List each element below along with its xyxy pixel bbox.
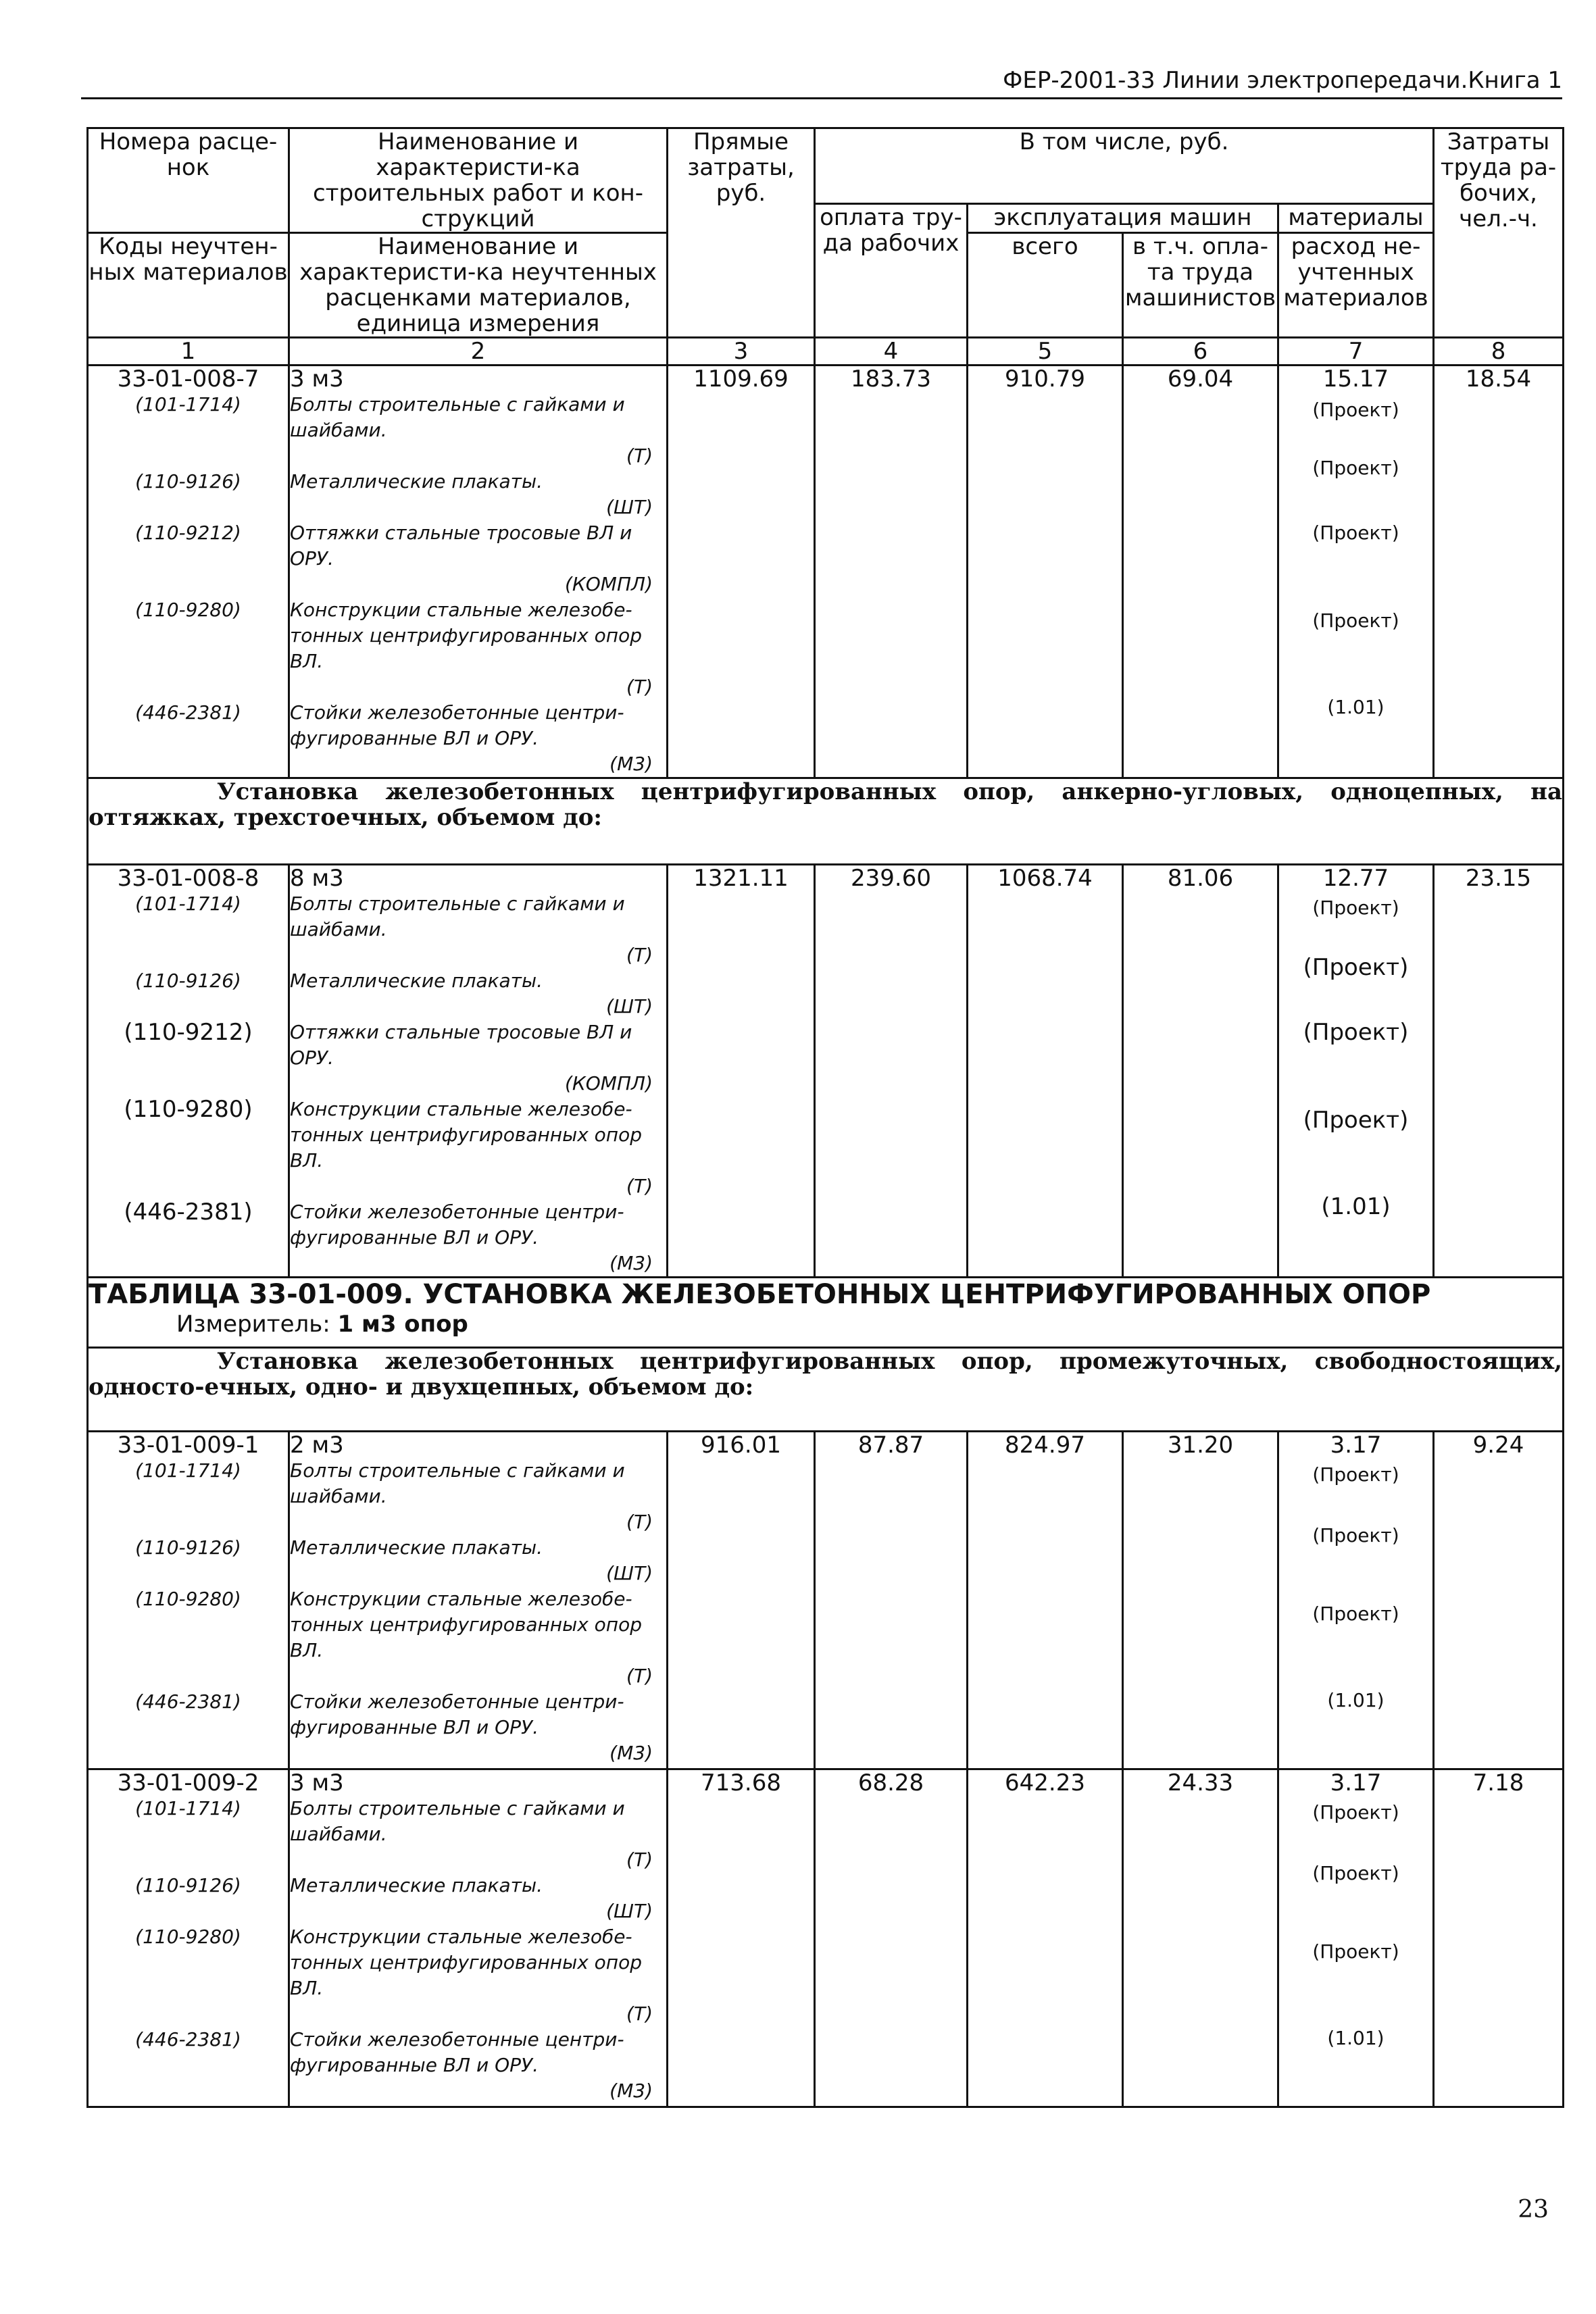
labor-pay-value: 87.87 — [815, 1432, 968, 1769]
material-name: Металлические плакаты. — [290, 970, 543, 992]
material-unit: (Т) — [626, 445, 653, 467]
rate-row — [88, 1432, 1564, 1769]
column-number: 7 — [1278, 338, 1434, 366]
material-quantity: (1.01) — [1327, 696, 1385, 718]
labor-hours-value: 23.15 — [1434, 865, 1564, 1278]
materials-cell — [1278, 1432, 1434, 1769]
materials-cell — [1278, 1769, 1434, 2107]
material-quantity: (Проект) — [1312, 1603, 1399, 1625]
material-name: Оттяжки стальные тросовые ВЛ и ОРУ. — [290, 1021, 632, 1069]
labor-pay-value: 68.28 — [815, 1769, 968, 2107]
rate-code-cell — [88, 1769, 289, 2107]
column-number: 6 — [1123, 338, 1278, 366]
header-including: В том числе, руб. — [815, 128, 1434, 204]
material-name: Металлические плакаты. — [290, 1874, 543, 1896]
column-number: 3 — [668, 338, 815, 366]
material-quantity: (Проект) — [1312, 1463, 1399, 1486]
direct-costs-value: 916.01 — [668, 1432, 815, 1769]
material-name: Болты строительные с гайками и шайбами. — [290, 393, 625, 441]
rate-code-cell — [88, 366, 289, 778]
direct-costs-value: 1109.69 — [668, 366, 815, 778]
header-direct-costs: Прямые затраты, руб. — [668, 128, 815, 338]
material-code: (110-9126) — [135, 1536, 241, 1559]
column-number: 5 — [968, 338, 1123, 366]
material-name: Конструкции стальные железобе-тонных центрифугированных опор ВЛ. — [290, 1588, 643, 1661]
page-number: 23 — [1518, 2196, 1549, 2223]
column-number-row — [88, 338, 1564, 366]
material-quantity: (1.01) — [1327, 1689, 1385, 1711]
material-code: (446-2381) — [135, 2028, 241, 2051]
materials-cell — [1278, 865, 1434, 1278]
rate-code-cell — [88, 865, 289, 1278]
section-subtitle-row — [88, 1348, 1564, 1432]
material-quantity: (Проект) — [1312, 897, 1399, 919]
rate-name-cell — [289, 1769, 668, 2107]
material-code: (110-9212) — [124, 1019, 253, 1046]
material-name: Стойки железобетонные центри-фугированные ВЛ и ОРУ. — [290, 1690, 624, 1738]
machinist-pay-value: 81.06 — [1123, 865, 1278, 1278]
material-code: (110-9280) — [124, 1096, 253, 1123]
rate-code: 33-01-009-1 — [117, 1432, 259, 1459]
rate-unit: 8 м3 — [290, 865, 344, 892]
material-unit: (Т) — [626, 2003, 653, 2025]
labor-hours-value: 7.18 — [1434, 1769, 1564, 2107]
material-quantity: (Проект) — [1312, 399, 1399, 421]
machines-total-value: 824.97 — [968, 1432, 1123, 1769]
header-labor-hours: Затраты труда ра-бочих, чел.-ч. — [1434, 128, 1564, 338]
column-number: 8 — [1434, 338, 1564, 366]
material-unit: (М3) — [609, 753, 653, 775]
machines-total-value: 642.23 — [968, 1769, 1123, 2107]
material-unit: (ШТ) — [606, 995, 653, 1017]
rate-code: 33-01-008-7 — [117, 366, 259, 393]
material-name: Стойки железобетонные центри-фугированные ВЛ и ОРУ. — [290, 2028, 624, 2076]
materials-cell — [1278, 366, 1434, 778]
machines-total-value: 910.79 — [968, 366, 1123, 778]
rate-code-cell — [88, 1432, 289, 1769]
material-quantity: (Проект) — [1312, 1940, 1399, 1963]
material-unit: (Т) — [626, 1848, 653, 1871]
material-unit: (ШТ) — [606, 1562, 653, 1584]
material-code: (446-2381) — [135, 1690, 241, 1713]
rate-unit: 3 м3 — [290, 366, 344, 393]
material-unit: (КОМПЛ) — [564, 1072, 653, 1095]
header-machinist-pay: в т.ч. опла-та труда машинистов — [1123, 233, 1278, 338]
material-unit: (М3) — [609, 1252, 653, 1274]
labor-pay-value: 239.60 — [815, 865, 968, 1278]
rate-name-cell — [289, 366, 668, 778]
header-material-names: Наименование и характеристи-ка неучтенных расценками материалов, единица измерения — [289, 233, 668, 338]
material-name: Стойки железобетонные центри-фугированные ВЛ и ОРУ. — [290, 701, 624, 749]
table-title-cell — [88, 1278, 1564, 1348]
header-machine-operation: эксплуатация машин — [968, 204, 1278, 233]
machines-total-value: 1068.74 — [968, 865, 1123, 1278]
material-name: Болты строительные с гайками и шайбами. — [290, 892, 625, 940]
rate-row — [88, 366, 1564, 778]
rate-row — [88, 1769, 1564, 2107]
material-name: Болты строительные с гайками и шайбами. — [290, 1459, 625, 1507]
header-work-name: Наименование и характеристи-ка строительных работ и кон-струкций — [289, 128, 668, 233]
header-unaccounted-materials: расход не-учтенных материалов — [1278, 233, 1434, 338]
header-rate-numbers: Номера расце-нок — [88, 128, 289, 233]
material-code: (110-9280) — [135, 599, 241, 621]
material-code: (110-9212) — [135, 522, 241, 544]
table-title: ТАБЛИЦА 33-01-009. УСТАНОВКА ЖЕЛЕЗОБЕТОННЫХ ЦЕНТРИФУГИРОВАННЫХ ОПОР — [89, 1279, 1431, 1310]
material-quantity: (Проект) — [1312, 457, 1399, 479]
labor-hours-value: 18.54 — [1434, 366, 1564, 778]
measure-value: 1 м3 опор — [337, 1311, 468, 1338]
material-quantity: (1.01) — [1327, 2027, 1385, 2049]
direct-costs-value: 1321.11 — [668, 865, 815, 1278]
material-code: (110-9126) — [135, 970, 241, 992]
material-unit: (Т) — [626, 1665, 653, 1687]
material-unit: (Т) — [626, 944, 653, 966]
table-measure — [89, 1311, 1562, 1338]
material-code: (110-9280) — [135, 1926, 241, 1948]
material-code: (101-1714) — [135, 393, 241, 416]
machinist-pay-value: 69.04 — [1123, 366, 1278, 778]
section-subtitle-row — [88, 778, 1564, 865]
material-unit: (М3) — [609, 2080, 653, 2102]
rate-unit: 3 м3 — [290, 1769, 344, 1796]
rates-table — [86, 127, 1564, 2108]
material-quantity: (Проект) — [1312, 1524, 1399, 1546]
machinist-pay-value: 31.20 — [1123, 1432, 1278, 1769]
material-code: (110-9126) — [135, 470, 241, 493]
section-subtitle: Установка железобетонных центрифугированных опор, анкерно-угловых, одноцепных, на оттяжках, трехстоечных, объемом до: — [88, 778, 1564, 865]
materials-value: 3.17 — [1330, 1769, 1382, 1796]
rate-code: 33-01-009-2 — [117, 1769, 259, 1796]
material-quantity: (Проект) — [1312, 1801, 1399, 1823]
material-quantity: (1.01) — [1321, 1193, 1391, 1220]
table-title-row — [88, 1278, 1564, 1348]
material-quantity: (Проект) — [1303, 1107, 1409, 1134]
labor-pay-value: 183.73 — [815, 366, 968, 778]
rate-name-cell — [289, 865, 668, 1278]
header-material-codes: Коды неучтен-ных материалов — [88, 233, 289, 338]
material-unit: (ШТ) — [606, 1900, 653, 1922]
material-code: (101-1714) — [135, 1797, 241, 1819]
material-name: Конструкции стальные железобе-тонных центрифугированных опор ВЛ. — [290, 1098, 643, 1172]
column-number: 4 — [815, 338, 968, 366]
materials-value: 12.77 — [1322, 865, 1389, 892]
rate-row — [88, 865, 1564, 1278]
section-subtitle: Установка железобетонных центрифугированных опор, промежуточных, свободностоящих, односто-ечных, одно- и двухцепных, объемом до: — [88, 1348, 1564, 1432]
material-name: Стойки железобетонные центри-фугированные ВЛ и ОРУ. — [290, 1201, 624, 1249]
material-quantity: (Проект) — [1312, 1862, 1399, 1884]
header-machines-total: всего — [968, 233, 1123, 338]
material-name: Конструкции стальные железобе-тонных центрифугированных опор ВЛ. — [290, 599, 643, 672]
material-code: (446-2381) — [124, 1199, 253, 1226]
column-number: 1 — [88, 338, 289, 366]
running-head: ФЕР-2001-33 Линии электропередачи.Книга 1 — [81, 68, 1562, 99]
rate-code: 33-01-008-8 — [117, 865, 259, 892]
material-quantity: (Проект) — [1312, 609, 1399, 632]
header-labor-pay: оплата тру-да рабочих — [815, 204, 968, 338]
rate-name-cell — [289, 1432, 668, 1769]
material-quantity: (Проект) — [1303, 954, 1409, 981]
material-name: Болты строительные с гайками и шайбами. — [290, 1797, 625, 1845]
material-code: (446-2381) — [135, 701, 241, 724]
material-quantity: (Проект) — [1303, 1019, 1409, 1046]
materials-value: 15.17 — [1322, 366, 1389, 393]
header-row-1 — [88, 128, 1564, 204]
material-unit: (Т) — [626, 1511, 653, 1533]
material-code: (101-1714) — [135, 1459, 241, 1482]
column-number: 2 — [289, 338, 668, 366]
rate-unit: 2 м3 — [290, 1432, 344, 1459]
material-code: (101-1714) — [135, 892, 241, 915]
header-materials: материалы — [1278, 204, 1434, 233]
measure-label: Измеритель: — [176, 1311, 330, 1338]
material-code: (110-9126) — [135, 1874, 241, 1896]
material-unit: (КОМПЛ) — [564, 573, 653, 595]
machinist-pay-value: 24.33 — [1123, 1769, 1278, 2107]
materials-value: 3.17 — [1330, 1432, 1382, 1459]
material-unit: (ШТ) — [606, 496, 653, 518]
material-quantity: (Проект) — [1312, 522, 1399, 544]
material-name: Металлические плакаты. — [290, 470, 543, 493]
material-unit: (Т) — [626, 1175, 653, 1197]
material-unit: (Т) — [626, 676, 653, 698]
material-code: (110-9280) — [135, 1588, 241, 1610]
material-name: Металлические плакаты. — [290, 1536, 543, 1559]
material-name: Оттяжки стальные тросовые ВЛ и ОРУ. — [290, 522, 632, 570]
material-unit: (М3) — [609, 1742, 653, 1764]
material-name: Конструкции стальные железобе-тонных центрифугированных опор ВЛ. — [290, 1926, 643, 1999]
labor-hours-value: 9.24 — [1434, 1432, 1564, 1769]
direct-costs-value: 713.68 — [668, 1769, 815, 2107]
